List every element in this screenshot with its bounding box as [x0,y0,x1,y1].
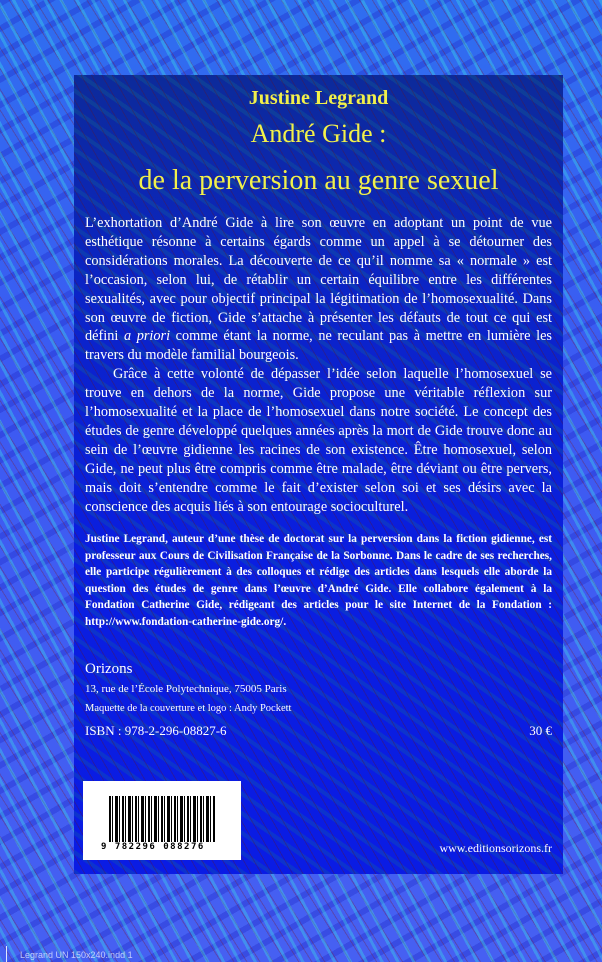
blurb-italic-term: a priori [123,328,171,345]
author-bio: Justine Legrand, auteur d’une thèse de doctorat sur la perversion dans la fiction gidienne, est professeur aux Cours de Civilisation Française de la Sorbonne. Dans le cadre de ses recherches, elle participe régulièrement à des colloques et rédige des articles dans lesquels elle aborde la question des études de genre dans l’œuvre d’André Gide. Elle collabore également à la Fondation Catherine Gide, rédigeant des articles pour le site Internet de la Fondation : http://www.fondation-catherine-gide.org/. [85,533,552,628]
print-slug: Legrand UN 150x240.indd 1 [20,950,133,960]
design-credit: Maquette de la couverture et logo : Andy Pockett [85,703,292,714]
publisher-name: Orizons [85,661,133,677]
crop-mark [6,946,7,962]
publisher-address: 13, rue de l’École Polytechnique, 75005 Paris [85,683,287,695]
blurb-paragraph-2: Grâce à cette volonté de dépasser l’idée selon laquelle l’homosexuel se trouve en dehors de la norme, Gide propose une véritable réflexion sur l’homosexualité et la place de l’homosexuel dans notre société. Le concept des études de genre développé quelques années après la mort de Gide trouve donc au sein de l’œuvre gidienne les racines de son existence. Être homosexuel, selon Gide, ne peut plus être compris comme être malade, être déviant ou être pervers, mais doit s’entendre comme le fait d’exister selon soi et ses désirs avec la conscience des acquis liés à son entourage socioculturel. [85,366,552,515]
book-title-line-2: de la perversion au genre sexuel [138,165,499,196]
book-title-line-1: André Gide : [250,119,387,148]
isbn: ISBN : 978-2-296-08827-6 [85,723,227,738]
back-cover-panel [74,75,563,874]
blurb [85,214,552,517]
barcode [83,781,241,860]
blurb-text: comme étant la norme, ne reculant pas à mettre en lumière les travers du modèle familial bourgeois. [85,328,552,364]
publisher-website: www.editionsorizons.fr [439,841,552,855]
barcode-digits: 9 782296 088276 [101,842,205,852]
blurb-text: L’exhortation d’André Gide à lire son œuvre en adoptant un point de vue esthétique résonne à certains égards comme un appel à se détourner des considérations morales. La découverte de ce qu’il nomme sa « normale » est l’occasion, selon lui, de rétablir un certain équilibre entre les différentes sexualités, avec pour objectif principal la légitimation de l’homosexualité. Dans son œuvre de fiction, Gide s’attache à présenter les défauts de tout ce qui est défini [85,215,552,345]
author-name: Justine Legrand [248,87,389,109]
price: 30 € [529,723,552,738]
blurb-paragraph-1 [85,214,552,365]
barcode-bars-icon [109,796,215,842]
